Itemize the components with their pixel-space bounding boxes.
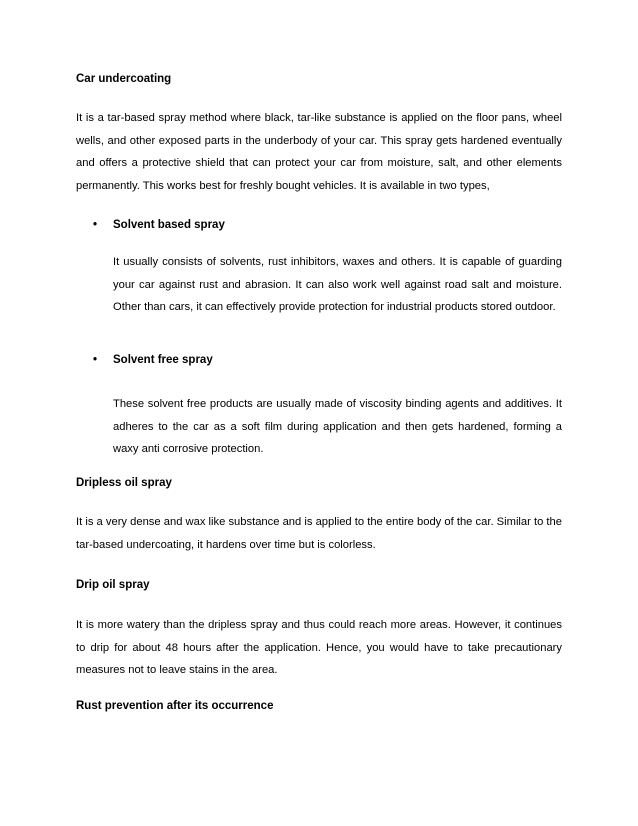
heading-rust-prevention: Rust prevention after its occurrence [76, 700, 274, 712]
paragraph-undercoating-intro: It is a tar-based spray method where black, tar-like substance is applied on the floor pans, wheel wells, and other exposed parts in the underbody of your car. This spray gets hardened eventually and offers a protective shield that can protect your car from moisture, salt, and other elements permanently. This works best for freshly bought vehicles. It is available in two types, [76, 112, 562, 192]
paragraph-drip: It is more watery than the dripless spray and thus could reach more areas. However, it continues to drip for about 48 hours after the application. Hence, you would have to take precautionary measures not to leave stains in the area. [76, 619, 562, 676]
paragraph-solvent-free: These solvent free products are usually made of viscosity binding agents and additives. It adheres to the car as a soft film during application and then gets hardened, forming a waxy anti corrosive protection. [113, 398, 562, 455]
bullet-title-solvent-based: Solvent based spray [113, 219, 225, 231]
bullet-icon: • [93, 354, 98, 366]
bullet-item-solvent-based [93, 218, 225, 233]
paragraph-solvent-based: It usually consists of solvents, rust inhibitors, waxes and others. It is capable of guarding your car against rust and abrasion. It can also work well against road salt and moisture. Other than cars, it can effectively provide protection for industrial products stored outdoor. [113, 256, 562, 313]
heading-car-undercoating: Car undercoating [76, 73, 172, 85]
heading-dripless-oil-spray: Dripless oil spray [76, 477, 172, 489]
bullet-icon: • [93, 219, 98, 231]
bullet-item-solvent-free [93, 353, 213, 368]
heading-drip-oil-spray: Drip oil spray [76, 579, 150, 591]
bullet-title-solvent-free: Solvent free spray [113, 354, 213, 366]
paragraph-dripless: It is a very dense and wax like substance and is applied to the entire body of the car. Similar to the tar-based undercoating, it hardens over time but is colorless. [76, 516, 562, 551]
